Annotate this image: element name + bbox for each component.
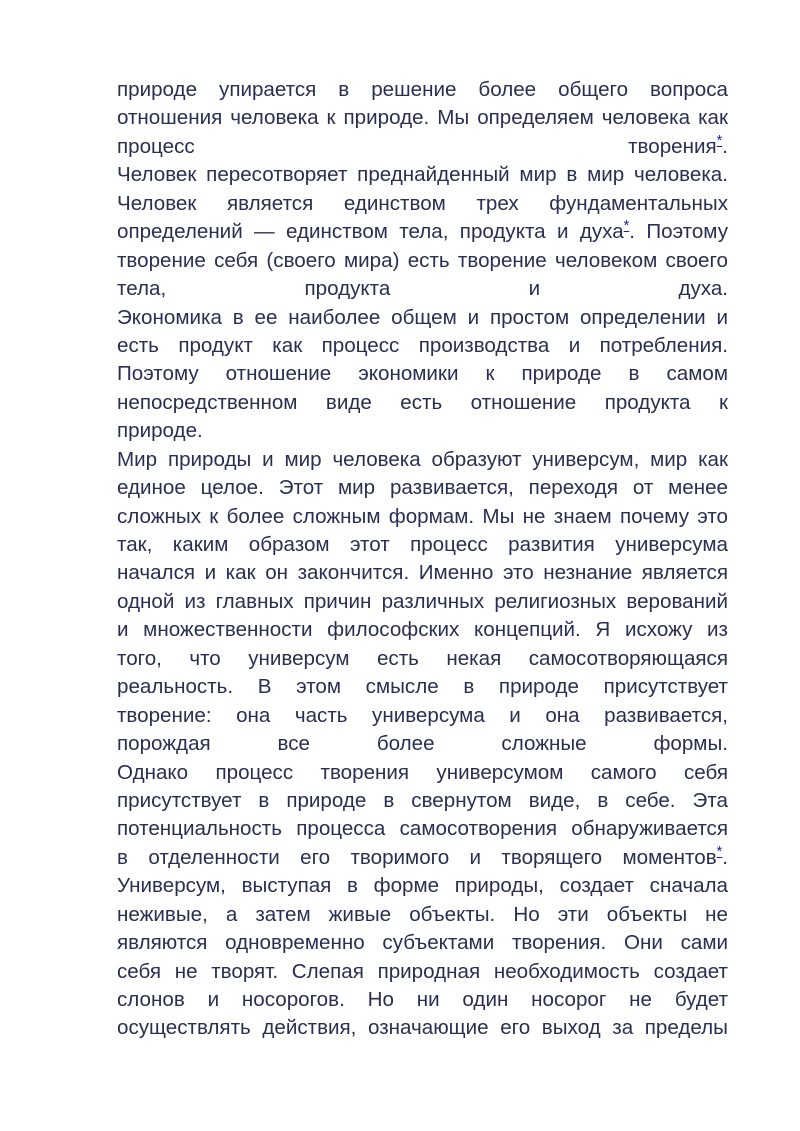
line-text: и множественности философских концепций. Я исхожу из	[117, 618, 728, 642]
line-text: Универсум, выступая в форме природы, создает сначала	[117, 874, 728, 898]
line-text: определений — единством тела, продукта и духа	[117, 220, 624, 244]
line-text-after-footnote: .	[722, 845, 728, 869]
line-text: есть продукт как процесс производства и потребления.	[117, 333, 728, 357]
text-line	[117, 844, 728, 872]
line-text: Мир природы и мир человека образуют универсум, мир как	[117, 447, 728, 471]
text-line	[117, 161, 728, 189]
text-line	[117, 815, 728, 843]
document-body	[117, 76, 728, 1043]
text-line	[117, 417, 728, 445]
line-text: в отделенности его творимого и творящего моментов	[117, 845, 717, 869]
text-line	[117, 1014, 728, 1042]
line-text: присутствует в природе в свернутом виде, в себе. Эта	[117, 788, 728, 812]
line-text: порождая все более сложные формы.	[117, 732, 728, 756]
text-line	[117, 702, 728, 730]
line-text: реальность. В этом смысле в природе присутствует	[117, 675, 728, 699]
text-line	[117, 730, 728, 758]
footnote-link[interactable]: *	[623, 218, 630, 235]
text-line	[117, 787, 728, 815]
text-line	[117, 503, 728, 531]
text-line	[117, 531, 728, 559]
line-text: того, что универсум есть некая самосотворяющаяся	[117, 646, 728, 670]
text-line	[117, 872, 728, 900]
line-text: тела, продукта и духа.	[117, 277, 728, 301]
line-text: Экономика в ее наиболее общем и простом определении и	[117, 305, 728, 329]
footnote-link[interactable]: *	[716, 843, 723, 860]
footnote-link[interactable]: *	[716, 132, 723, 149]
line-text-after-footnote: . Поэтому	[629, 220, 728, 244]
text-line	[117, 759, 728, 787]
line-text: природе упирается в решение более общего вопроса	[117, 78, 728, 101]
line-text: осуществлять действия, означающие его выход за пределы	[117, 1016, 728, 1040]
text-line	[117, 474, 728, 502]
text-line	[117, 332, 728, 360]
text-line	[117, 588, 728, 616]
line-text: сложных к более сложным формам. Мы не знаем почему это	[117, 504, 728, 528]
line-text: являются одновременно субъектами творения. Они сами	[117, 931, 728, 955]
text-line	[117, 360, 728, 388]
text-line	[117, 133, 728, 161]
line-text: творение: она часть универсума и она развивается,	[117, 703, 728, 727]
text-line	[117, 104, 728, 132]
text-line	[117, 645, 728, 673]
text-line	[117, 901, 728, 929]
line-text: отношения человека к природе. Мы определяем человека как	[117, 106, 728, 130]
text-line	[117, 986, 728, 1014]
text-line	[117, 76, 728, 104]
line-text: начался и как он закончится. Именно это незнание является	[117, 561, 728, 585]
line-text: Однако процесс творения универсумом самого себя	[117, 760, 728, 784]
text-line	[117, 673, 728, 701]
line-text: одной из главных причин различных религиозных верований	[117, 589, 728, 613]
text-line	[117, 559, 728, 587]
line-text: слонов и носорогов. Но ни один носорог не будет	[117, 988, 728, 1011]
text-line	[117, 247, 728, 275]
line-text: творение себя (своего мира) есть творение человеком своего	[117, 248, 728, 272]
line-text: Человек является единством трех фундаментальных	[117, 191, 728, 215]
text-line	[117, 275, 728, 303]
line-text: непосредственном виде есть отношение продукта к	[117, 390, 728, 414]
line-text: единое целое. Этот мир развивается, переходя от менее	[117, 476, 728, 500]
text-line	[117, 190, 728, 218]
line-text: так, каким образом этот процесс развития универсума	[117, 533, 728, 556]
text-line	[117, 446, 728, 474]
line-text-after-footnote: .	[722, 134, 728, 158]
line-text: потенциальность процесса самосотворения обнаруживается	[117, 817, 728, 841]
line-text: Человек пересотворяет преднайденный мир в мир человека.	[117, 163, 728, 187]
line-text: неживые, а затем живые объекты. Но эти объекты не	[117, 902, 728, 926]
line-text: себя не творят. Слепая природная необходимость создает	[117, 959, 728, 983]
text-line	[117, 958, 728, 986]
line-text: процесс творения	[117, 134, 717, 158]
text-line	[117, 616, 728, 644]
text-line	[117, 929, 728, 957]
line-text: Поэтому отношение экономики к природе в самом	[117, 362, 728, 386]
text-line	[117, 389, 728, 417]
text-line	[117, 304, 728, 332]
line-text: природе.	[117, 419, 203, 443]
text-line	[117, 218, 728, 246]
